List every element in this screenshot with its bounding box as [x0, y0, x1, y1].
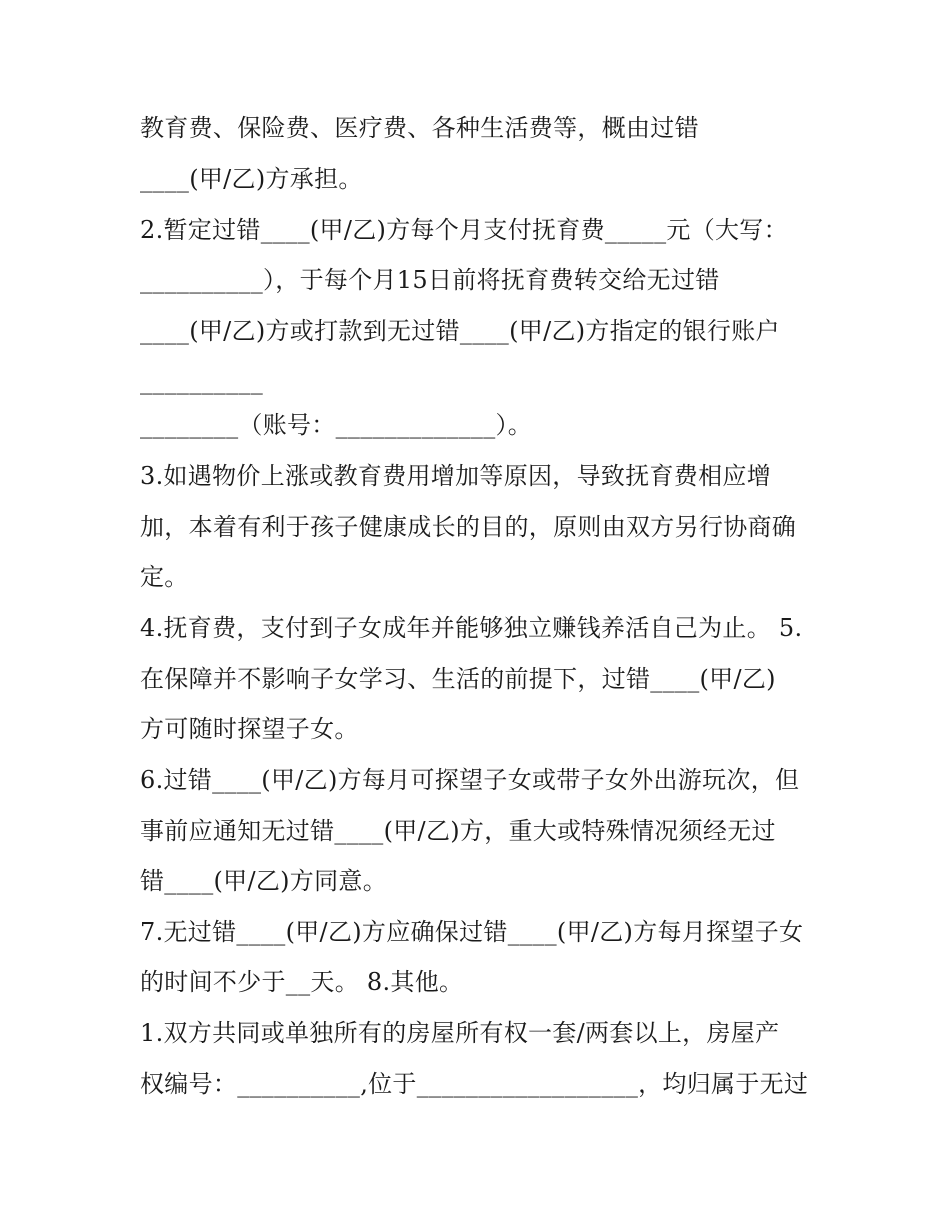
- text-line: 4.抚育费，支付到子女成年并能够独立赚钱养活自己为止。 5.: [140, 614, 803, 642]
- text-line: ________（账号：_____________）。: [140, 411, 533, 439]
- text-line: 错____(甲/乙)方同意。: [140, 867, 388, 895]
- text-line: 权编号：__________,位于__________________，均归属于无过: [140, 1070, 809, 1098]
- text-line: __________），于每个月15日前将抚育费转交给无过错: [140, 266, 720, 294]
- text-line: 方可随时探望子女。: [140, 715, 359, 743]
- text-line: __________: [140, 367, 263, 395]
- text-line: ____(甲/乙)方或打款到无过错____(甲/乙)方指定的银行账户: [140, 317, 780, 345]
- text-line: 加，本着有利于孩子健康成长的目的，原则由双方另行协商确: [140, 513, 797, 541]
- text-line: 3.如遇物价上涨或教育费用增加等原因，导致抚育费相应增: [140, 462, 771, 490]
- text-line: 7.无过错____(甲/乙)方应确保过错____(甲/乙)方每月探望子女: [140, 918, 804, 946]
- text-line: 定。: [140, 563, 189, 591]
- text-line: 2.暂定过错____(甲/乙)方每个月支付抚育费_____元（大写：: [140, 216, 788, 244]
- text-line: 事前应通知无过错____(甲/乙)方，重大或特殊情况须经无过: [140, 817, 776, 845]
- text-line: 教育费、保险费、医疗费、各种生活费等，概由过错: [140, 114, 699, 142]
- text-line: ____(甲/乙)方承担。: [140, 165, 363, 193]
- text-line: 6.过错____(甲/乙)方每月可探望子女或带子女外出游玩次，但: [140, 766, 800, 794]
- text-line: 在保障并不影响子女学习、生活的前提下，过错____(甲/乙): [140, 665, 776, 693]
- text-line: 的时间不少于__天。 8.其他。: [140, 968, 464, 996]
- text-line: 1.双方共同或单独所有的房屋所有权一套/两套以上，房屋产: [140, 1019, 780, 1047]
